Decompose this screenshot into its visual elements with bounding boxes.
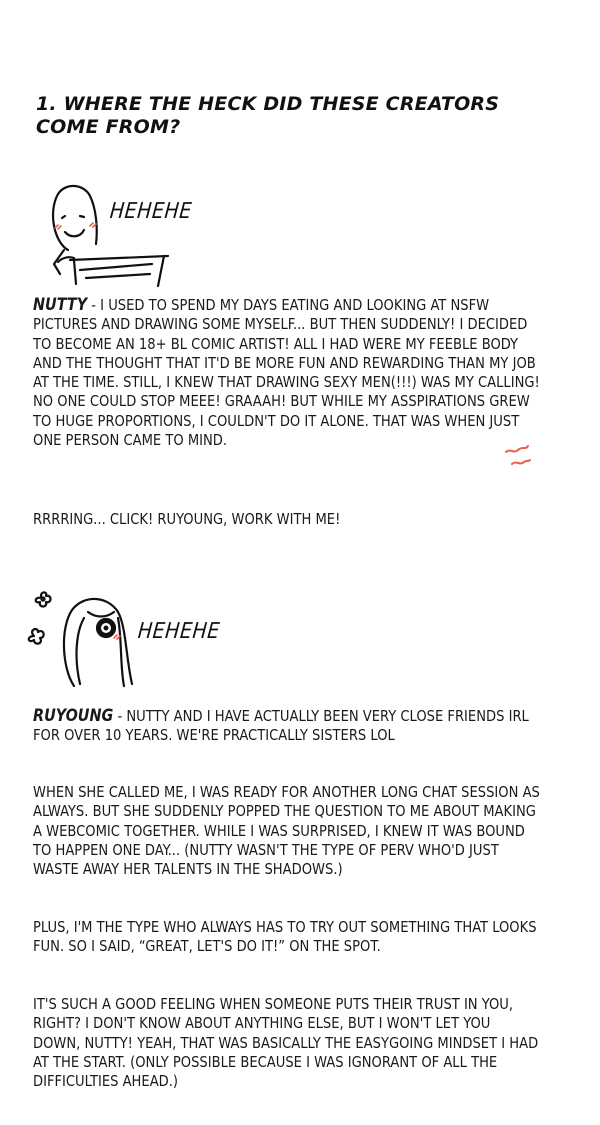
- ruyoung-paragraph-3: PLUS, I'M THE TYPE WHO ALWAYS HAS TO TRY OUT SOMETHING THAT LOOKS FUN. SO I SAID, “GREAT, LET'S DO IT!” ON THE SPOT.: [33, 918, 537, 956]
- nutty-sfx-label: HEHEHE: [108, 198, 194, 224]
- section-heading: 1. WHERE THE HECK DID THESE CREATORS COME FROM?: [36, 93, 500, 138]
- ruyoung-paragraph-1: [33, 707, 541, 746]
- ruyoung-text-1: NUTTY AND I HAVE ACTUALLY BEEN VERY CLOSE FRIENDS IRL FOR OVER 10 YEARS. WE'RE PRACTICALLY SISTERS LOL: [33, 707, 529, 745]
- ruyoung-paragraph-2: WHEN SHE CALLED ME, I WAS READY FOR ANOTHER LONG CHAT SESSION AS ALWAYS. BUT SHE SUDDENLY POPPED THE QUESTION TO ME ABOUT MAKING A WEBCOMIC TOGETHER. WHILE I WAS SURPRISED, I KNEW IT WAS BOUND TO HAPPEN ONE DAY... (NUTTY WASN'T THE TYPE OF PERV WHO'D JUST WASTE AWAY HER TALENTS IN THE SHADOWS.): [33, 783, 540, 879]
- speaker-name-nutty: NUTTY: [33, 295, 88, 315]
- ruyoung-paragraph-4: IT'S SUCH A GOOD FEELING WHEN SOMEONE PUTS THEIR TRUST IN YOU, RIGHT? I DON'T KNOW ABOUT ANYTHING ELSE, BUT I WON'T LET YOU DOWN, NUTTY! YEAH, THAT WAS BASICALLY THE EASYGOING MINDSET I HAD AT THE START. (ONLY POSSIBLE BECAUSE I WAS IGNORANT OF ALL THE DIFFICULTIES AHEAD.): [33, 995, 539, 1091]
- speaker-name-ruyoung: RUYOUNG: [33, 706, 114, 726]
- nutty-paragraph: [33, 296, 541, 450]
- nutty-call-paragraph: RRRRING... CLICK! RUYOUNG, WORK WITH ME!: [33, 510, 341, 528]
- speaker-dash: -: [87, 296, 101, 314]
- ruyoung-sfx-label: HEHEHE: [136, 618, 222, 644]
- speaker-dash: -: [113, 707, 127, 725]
- nutty-text: I USED TO SPEND MY DAYS EATING AND LOOKING AT NSFW PICTURES AND DRAWING SOME MYSELF... BUT THEN SUDDENLY! I DECIDED TO BECOME AN 18+ BL COMIC ARTIST! ALL I HAD WERE MY FEEBLE BODY AND THE THOUGHT THAT IT'D BE MORE FUN AND REWARDING THAN MY JOB AT THE TIME. STILL, I KNEW THAT DRAWING SEXY MEN(!!!) WAS MY CALLING! NO ONE COULD STOP MEEE! GRAAAH! BUT WHILE MY ASSPIRATIONS GREW TO HUGE PROPORTIONS, I COULDN'T DO IT ALONE. THAT WAS WHEN JUST ONE PERSON CAME TO MIND.: [33, 296, 540, 450]
- ruyoung-doodle-icon: [22, 588, 152, 693]
- blush-squiggle-icon: [502, 440, 536, 470]
